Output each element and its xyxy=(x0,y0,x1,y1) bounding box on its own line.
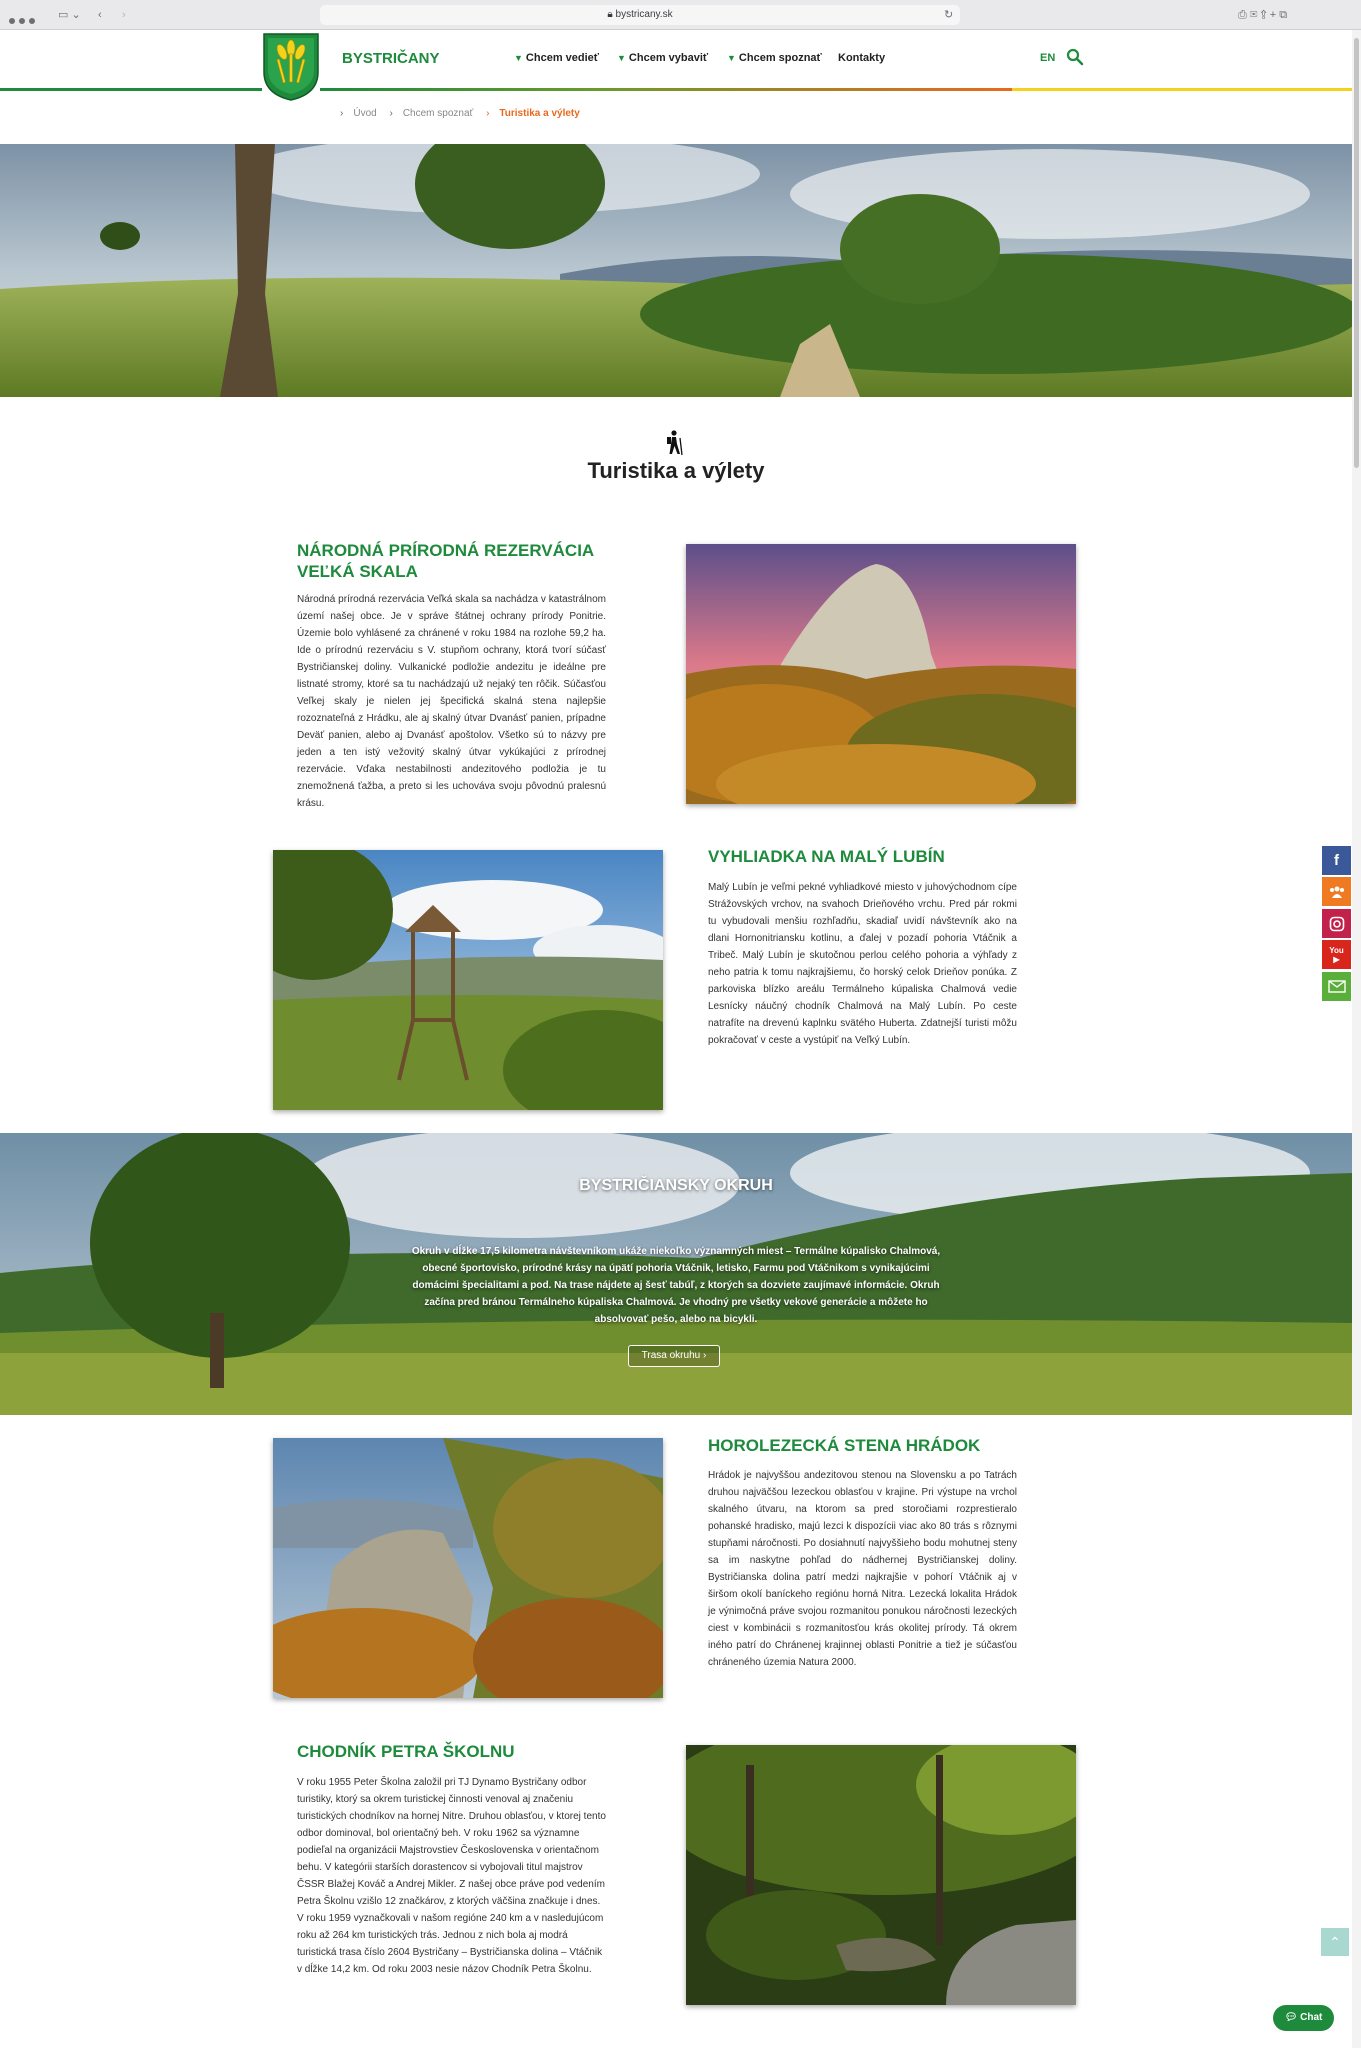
address-bar[interactable] xyxy=(320,5,960,25)
site-header xyxy=(0,30,1352,90)
window-controls[interactable] xyxy=(9,11,39,29)
section-text-chodnik: V roku 1955 Peter Školna založil pri TJ Dynamo Bystričany odbor turistiky, ktorý sa okrem turistickej činnosti venoval aj značeniu turistických chodníkov na hornej Nitre. Druhou oblasťou, v ktorej tento odbor dominoval, bol orientačný beh. V roku 1962 sa významne podieľal na organizácii Majstrovstiev Československa v orientačnom behu. V kategórii starších dorastencov si vybojovali titul majstrov ČSSR Blažej Kováč a Andrej Mikler. Z našej obce práve pod vedením Petra Školnu vzišlo 12 značkárov, z ktorých väčšina značkuje i dnes. V roku 1959 vyznačkovali v našom regióne 240 km a v nasledujúcom roku až 264 km turistických trás. Jednou z nich bola aj modrá turistická trasa číslo 2604 Bystričany – Bystričianska dolina – Vtáčnik v dĺžke 14,2 km. Od roku 2003 nesie názov Chodník Petra Školnu. xyxy=(297,1777,606,1975)
chevron-down-icon: ▼ xyxy=(617,53,626,63)
chevron-right-icon: › xyxy=(340,108,344,119)
instagram-icon[interactable] xyxy=(1322,909,1351,938)
scroll-to-top-button[interactable] xyxy=(1321,1928,1349,1956)
nav-chcem-vybavit[interactable]: ▼ Chcem vybaviť xyxy=(617,52,709,64)
nav-chcem-spoznat[interactable]: ▼ Chcem spoznať xyxy=(727,52,822,64)
breadcrumb xyxy=(340,108,590,119)
hero-image xyxy=(0,144,1352,397)
facebook-icon[interactable]: f xyxy=(1322,846,1351,875)
chevron-down-icon: ▼ xyxy=(727,53,736,63)
site-brand[interactable]: BYSTRIČANY xyxy=(342,50,440,67)
browser-toolbar xyxy=(0,0,1361,30)
okruh-text: Okruh v dĺžke 17,5 kilometra návštevníkom ukáže niekoľko významných miest – Termálne kúpalisko Chalmová, obecné športovisko, prírodné krásy na úpätí pohoria Vtáčnik, letisko, Farmu pod Vtáčnikom s vynikajúcimi domácimi špecialitami a pod. Na trase nájdete aj šesť tabúľ, z ktorých sa dozviete zaujímavé informácie. Okruh začína pred bránou Termálneho kúpaliska Chalmová. Je vhodný pre všetky vekové generácie a môžete ho absolvovať pešo, alebo na bicykli. xyxy=(411,1246,941,1325)
page-scrollbar[interactable] xyxy=(1352,30,1361,2048)
breadcrumb-uvod[interactable]: Úvod xyxy=(353,108,377,119)
coat-of-arms-logo[interactable] xyxy=(262,32,320,102)
section-title-velka-skala: NÁRODNÁ PRÍRODNÁ REZERVÁCIA VEĽKÁ SKALA xyxy=(297,541,594,581)
chevron-right-icon: › xyxy=(389,108,393,119)
messenger-icon: 💬︎ xyxy=(1284,2012,1301,2023)
reload-icon[interactable]: ↻ xyxy=(944,9,954,21)
section-title-chodnik: CHODNÍK PETRA ŠKOLNU xyxy=(297,1742,515,1761)
search-icon[interactable] xyxy=(1066,48,1084,66)
chevron-right-icon: › xyxy=(486,108,490,119)
mail-icon[interactable] xyxy=(1322,972,1351,1001)
photo-hradok[interactable] xyxy=(273,1438,663,1698)
page-title: Turistika a výlety xyxy=(587,458,765,483)
section-text-hradok: Hrádok je najvyššou andezitovou stenou na Slovensku a po Tatrách druhou najväčšou lezeckou oblasťou v krajine. Pri výstupe na vrchol skalného útvaru, na ktorom sa pred storočiami rozprestieralo pohanské hradisko, majú lezci k dispozícii viac ako 80 trás s rôznymi stupňami náročnosti. Po dosiahnutí najvyššieho bodu mohutnej steny sa im naskytne pohľad do nádhernej Bystričianskej doliny. Bystričianska dolina patrí medzi najkrajšie v pohorí Vtáčnik aj v širšom okolí baníckeho regiónu horná Nitra. Lezecká lokalita Hrádok je výnimočná práve svojou rozmanitou ponukou náročnosti lezeckých ciest v kombinácii s rozmanitosťou krás okolitej prírody. Tá okrem iného patrí do Chránenej krajinnej oblasti Ponitrie a tiež je súčasťou chráneného územia Natura 2000. xyxy=(708,1470,1017,1668)
nav-chcem-vediet[interactable]: ▼ Chcem vedieť xyxy=(514,52,600,64)
nav-kontakty[interactable]: Kontakty xyxy=(838,52,886,64)
breadcrumb-chcem-spoznat[interactable]: Chcem spoznať xyxy=(402,108,474,119)
url-text: bystricany.sk xyxy=(615,9,673,20)
forward-icon[interactable]: › xyxy=(122,9,126,21)
okruh-title: BYSTRIČIANSKY OKRUH xyxy=(579,1177,773,1194)
section-text-velka-skala: Národná prírodná rezervácia Veľká skala sa nachádza v katastrálnom území našej obce. Je v správe štátnej ochrany prírody Ponitrie. Územie bolo vyhlásené za chránené v roku 1984 na rozlohe 59,2 ha. Ide o prírodnú rezerváciu s V. stupňom ochrany, ktorá tvorí súčasť Bystričianskej doliny. Vulkanické podložie andezitu je ideálne pre listnaté stromy, ktoré sa tu nachádzajú už nejaký ten rôčik. Súčasťou Veľkej skaly je nielen jej špecifická skalná stena najlepšie rozoznateľná z Hrádku, ale aj skalný útvar Dvanásť panien, prípadne Deväť panien, alebo aj Dvanásť apoštolov. Všetko sú to názvy pre jeden a ten istý vežovitý skalný útvar vykúkajúci z prírodnej rezervácie. Vďaka nestabilnosti andezitového podložia je tu znemožnená ťažba, a preto si les uchováva svoju pôvodnú pralesnú krásu. xyxy=(297,594,606,809)
hiker-icon xyxy=(664,430,684,456)
sidebar-toggle-icon[interactable]: ▭ ⌄ xyxy=(58,9,81,21)
header-stripe-gradient xyxy=(320,88,1012,91)
photo-chodnik[interactable] xyxy=(686,1745,1076,2005)
chevron-down-icon: ▼ xyxy=(514,53,523,63)
photo-maly-lubin[interactable] xyxy=(273,850,663,1110)
photo-velka-skala[interactable] xyxy=(686,544,1076,804)
lock-icon: 🔒︎ xyxy=(607,9,616,20)
language-switch[interactable]: EN xyxy=(1040,52,1056,64)
okruh-banner xyxy=(0,1133,1352,1415)
community-icon[interactable] xyxy=(1322,877,1351,906)
section-text-maly-lubin: Malý Lubín je veľmi pekné vyhliadkové miesto v juhovýchodnom cípe Strážovských vrchov, na svahoch Drieňového vrchu. Pred pár rokmi tu vybudovali menšiu rozhľadňu, skadiaľ uvidí návštevník ako na dlani Hornonitriansku kotlinu, a ďalej v pozadí pohoria Vtáčnik a Tribeč. Malý Lubín je skutočnou perlou celého pohoria a výhľady z neho patria k tomu najkrajšiemu, čo horský celok Drieňov ponúka. Z parkoviska blízko areálu Termálneho kúpaliska Chalmová vedie Lesnícky náučný chodník Chalmová na Malý Lubín. Po ceste natrafíte na drevenú kaplnku svätého Huberta. Zdatnejší turisti môžu pokračovať v ceste a vystúpiť na Veľký Lubín. xyxy=(708,882,1017,1046)
section-title-maly-lubin: VYHLIADKA NA MALÝ LUBÍN xyxy=(708,847,945,866)
section-title-hradok: HOROLEZECKÁ STENA HRÁDOK xyxy=(708,1436,981,1455)
scrollbar-thumb[interactable] xyxy=(1354,38,1359,468)
chevron-right-icon: › xyxy=(702,1350,707,1361)
trasa-okruhu-button[interactable]: Trasa okruhu › xyxy=(628,1345,720,1367)
breadcrumb-current: Turistika a výlety xyxy=(499,108,580,119)
chevron-up-icon: ⌃ xyxy=(1329,1934,1341,1950)
header-stripe-yellow xyxy=(1012,88,1352,91)
youtube-icon[interactable]: You ▶ xyxy=(1322,940,1351,969)
chat-button[interactable]: 💬︎ Chat xyxy=(1273,2005,1334,2031)
header-stripe-green xyxy=(0,88,262,91)
browser-actions[interactable]: ⎙ ✉ ⇪ + ⧉ xyxy=(1238,9,1288,21)
back-icon[interactable]: ‹ xyxy=(98,9,102,21)
